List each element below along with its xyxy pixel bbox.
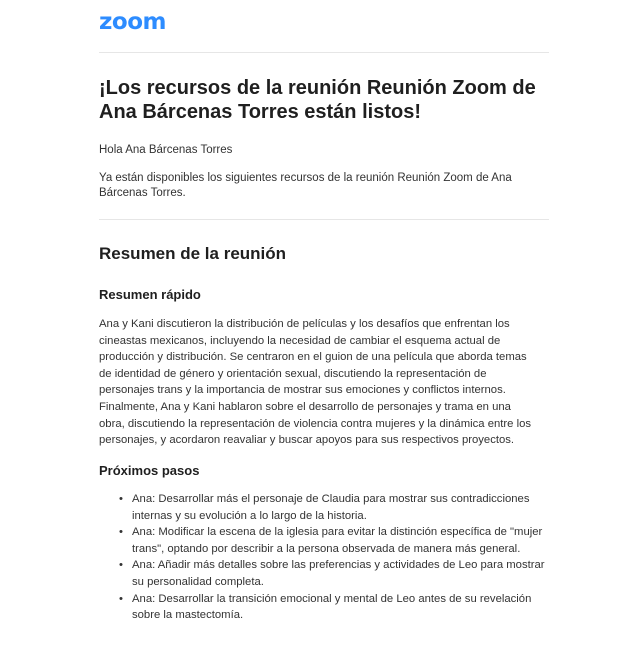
next-step-item: • Ana: Desarrollar la transición emocional y mental de Leo antes de su revelación sobre la mastectomía. bbox=[132, 591, 551, 624]
divider-middle bbox=[99, 219, 549, 220]
divider-top bbox=[99, 52, 549, 53]
next-step-item: • Ana: Añadir más detalles sobre las preferencias y actividades de Leo para mostrar su personalidad completa. bbox=[132, 557, 551, 590]
intro-text: Ya están disponibles los siguientes recursos de la reunión Reunión Zoom de Ana Bárcenas Torres. bbox=[99, 172, 512, 199]
zoom-logo: zoom bbox=[99, 9, 166, 35]
next-steps-heading: Próximos pasos bbox=[99, 463, 200, 478]
greeting-text: Hola Ana Bárcenas Torres bbox=[99, 144, 233, 156]
quick-summary-heading: Resumen rápido bbox=[99, 287, 201, 302]
next-step-item: • Ana: Desarrollar más el personaje de Claudia para mostrar sus contradicciones internas y su evolución a lo largo de la historia. bbox=[132, 491, 551, 524]
next-step-item: • Ana: Modificar la escena de la iglesia para evitar la distinción específica de "mujer trans", optando por describir a la persona observada de manera más general. bbox=[132, 524, 551, 557]
page-title: ¡Los recursos de la reunión Reunión Zoom de Ana Bárcenas Torres están listos! bbox=[99, 77, 536, 123]
quick-summary-text: Ana y Kani discutieron la distribución de películas y los desafíos que enfrentan los cineastas mexicanos, incluyendo la necesidad de cambiar el esquema actual de producción y distribución. Se centraron en el guion de una película que aborda temas de identidad de género y orientación sexual, discutiendo la representación de personajes trans y la importancia de mostrar sus emociones y conflictos internos. Finalmente, Ana y Kani hablaron sobre el desarrollo de personajes y trama en una obra, discutiendo la representación de violencia contra mujeres y la dinámica entre los personajes, y acordaron reavaliar y buscar apoyos para sus respectivos proyectos. bbox=[99, 318, 532, 447]
summary-heading: Resumen de la reunión bbox=[99, 244, 287, 263]
next-steps-list bbox=[99, 491, 551, 624]
